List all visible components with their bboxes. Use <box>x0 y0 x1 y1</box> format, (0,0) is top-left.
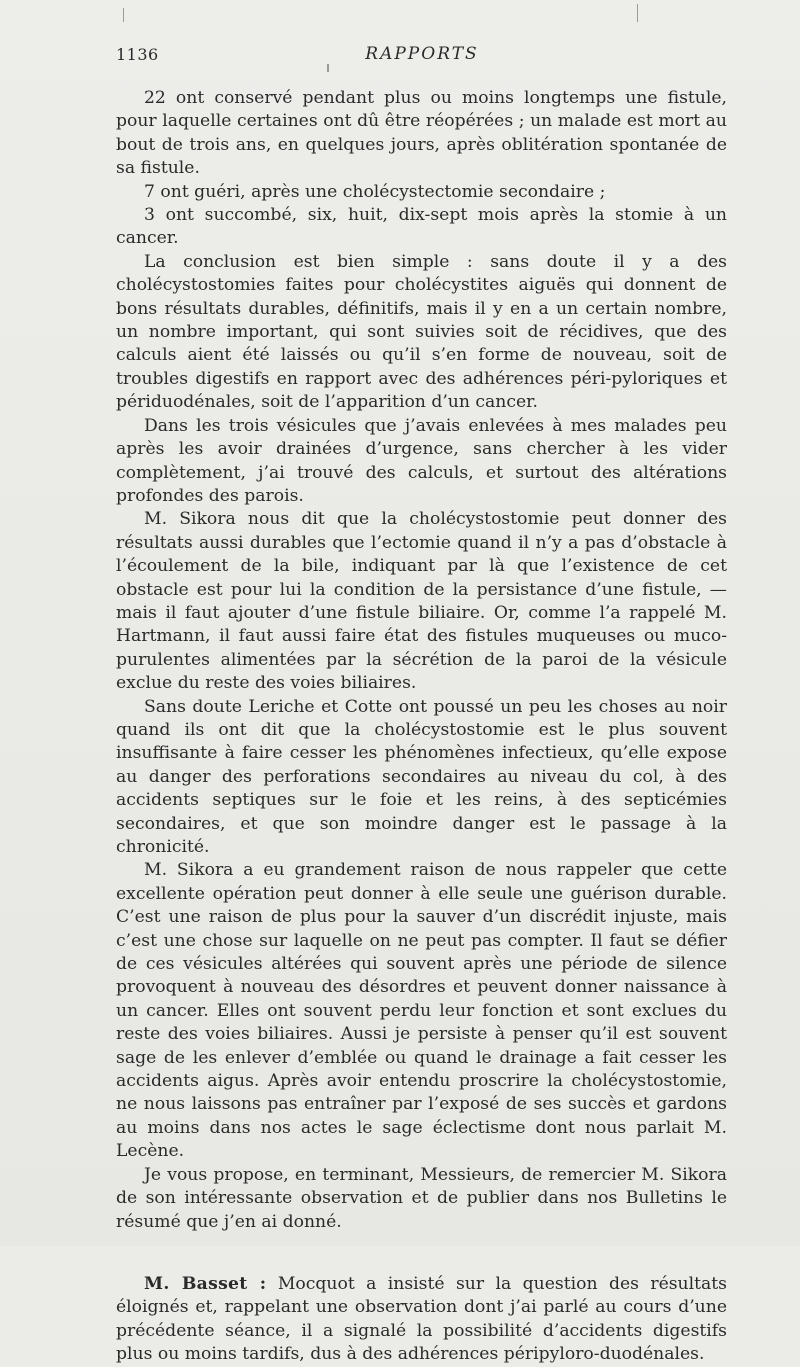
discussion-paragraph <box>116 1273 727 1367</box>
discussion-text: Mocquot a insisté sur la question des résultats éloignés et, rappelant une observation dont j’ai parlé au cours d’une précédente séance, il a signalé la possibilité d’accidents digestifs plus ou moins tardifs, dus à des adhérences péripyloro-duodénales. <box>116 1273 728 1365</box>
page-number: 1136 <box>116 45 159 64</box>
paragraph: 3 ont succombé, six, huit, dix-sept mois après la stomie à un cancer. <box>116 205 727 249</box>
scan-mark <box>637 4 638 22</box>
paragraph: Sans doute Leriche et Cotte ont poussé un peu les choses au noir quand ils ont dit que la cholécystostomie est le plus souvent insuffisante à faire cesser les phénomènes infectieux, qu’elle expose au danger des perforations secondaires au niveau du col, à des accidents septiques sur le foie et les reins, à des septicémies secondaires, et que son moindre danger est le passage à la chronicité. <box>116 696 727 857</box>
scan-mark <box>123 8 124 22</box>
body-text <box>116 87 727 1367</box>
paragraph: La conclusion est bien simple : sans doute il y a des cholécystostomies faites pour cholécystites aiguës qui donnent de bons résultats durables, définitifs, mais il y en a un certain nombre, un nombre important, qui sont suivies soit de récidives, que des calculs aient été laissés ou qu’il s’en forme de nouveau, soit de troubles digestifs en rapport avec des adhérences péri-pyloriques et périduodénales, soit de l’apparition d’un cancer. <box>116 251 727 413</box>
paragraph: M. Sikora a eu grandement raison de nous rappeler que cette excellente opération peut donner à elle seule une guérison durable. C’est une raison de plus pour la sauver d’un discrédit injuste, mais c’est une chose sur laquelle on ne peut pas compter. Il faut se défier de ces vésicules altérées qui souvent après une période de silence provoquent à nouveau des désordres et peuvent donner naissance à un cancer. Elles ont souvent perdu leur fonction et sont exclues du reste des voies biliaires. Aussi je persiste à penser qu’il est souvent sage de les enlever d’emblée ou quand le drainage a fait cesser les accidents aigus. Après avoir entendu proscrire la cholécystostomie, ne nous laissons pas entraîner par l’exposé de ses succès et gardons au moins dans nos actes le sage éclectisme dont nous parlait M. Lecène. <box>116 860 727 1162</box>
paragraph: 22 ont conservé pendant plus ou moins longtemps une fistule, pour laquelle certaines ont dû être réopérées ; un malade est mort au bout de trois ans, en quelques jours, après oblitération spontanée de sa fistule. <box>116 88 727 179</box>
paragraph: M. Sikora nous dit que la cholécystostomie peut donner des résultats aussi durables que l’ectomie quand il n’y a pas d’obstacle à l’écoulement de la bile, indiquant par là que l’existence de cet obstacle est pour lui la condition de la persistance d’une fistule, — mais il faut ajouter d’une fistule biliaire. Or, comme l’a rappelé M. Hartmann, il faut aussi faire état des fistules muqueuses ou muco-purulentes alimentées par la sécrétion de la paroi de la vésicule exclue du reste des voies biliaires. <box>116 509 727 694</box>
speaker-name: M. Basset : <box>144 1273 267 1294</box>
page-header <box>116 42 728 68</box>
paragraph: Je vous propose, en terminant, Messieurs, de remercier M. Sikora de son intéressante observation et de publier dans nos Bulletins le résumé que j’en ai donné. <box>116 1164 727 1232</box>
paragraph: Dans les trois vésicules que j’avais enlevées à mes malades peu après les avoir drainées d’urgence, sans chercher à les vider complètement, j’ai trouvé des calculs, et surtout des altérations profondes des parois. <box>116 415 727 506</box>
paragraph: 7 ont guéri, après une cholécystectomie secondaire ; <box>144 181 606 202</box>
speaker-label <box>144 1274 266 1294</box>
running-title: RAPPORTS <box>365 44 479 64</box>
